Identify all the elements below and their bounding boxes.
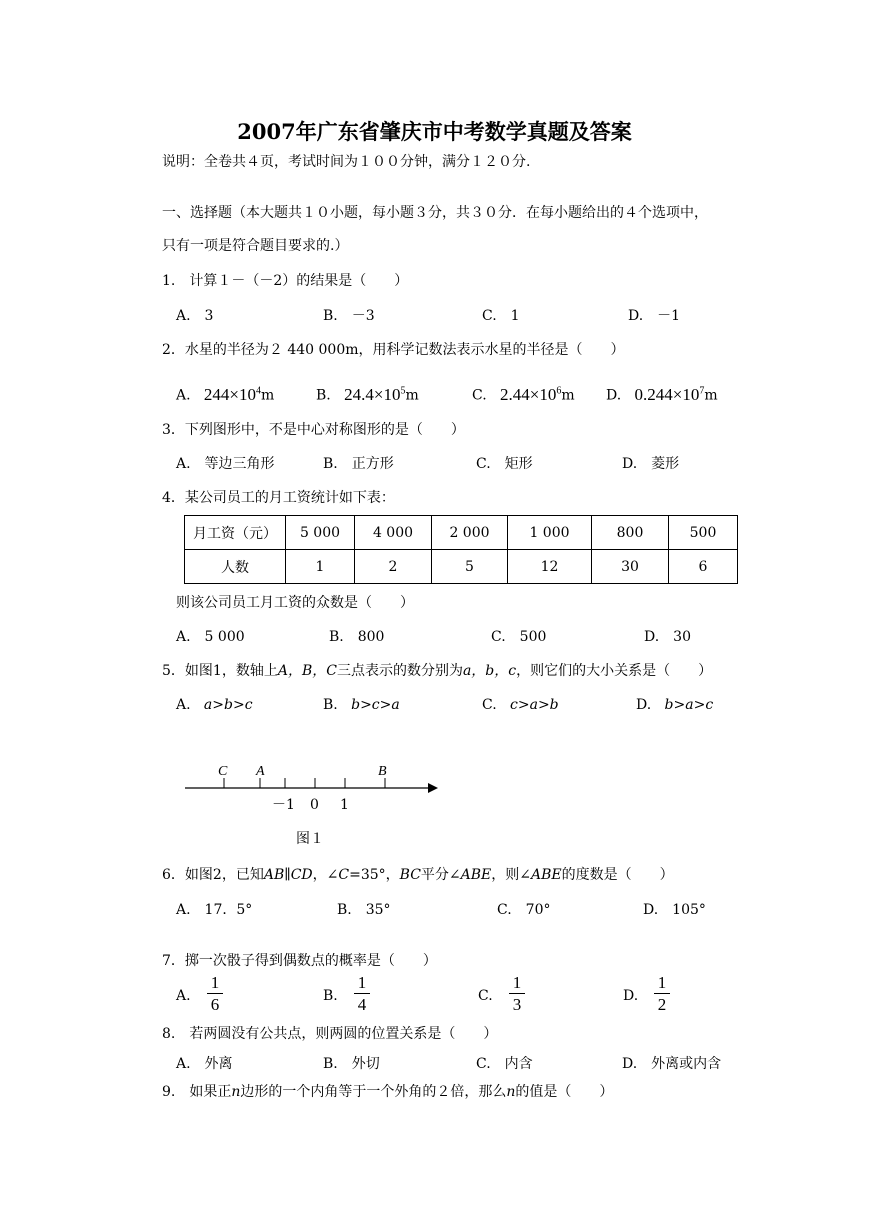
section-heading-line1: 一、选择题（本大题共１０小题，每小题３分，共３０分．在每小题给出的４个选项中， <box>162 205 708 221</box>
figure1-caption: 图１ <box>296 831 324 847</box>
tick-label-1: 1 <box>340 797 349 813</box>
q5-stem: 5．如图1，数轴上A，B，C三点表示的数分别为a，b，c，则它们的大小关系是（ ） <box>162 663 713 679</box>
axis-arrow-icon <box>428 783 438 793</box>
table-cell: 12 <box>508 550 592 584</box>
q7-option-c-fraction: 1 3 <box>509 973 525 1014</box>
q3-option-a: A. 等边三角形 <box>176 456 275 472</box>
q8-option-c: C. 内含 <box>476 1056 533 1072</box>
q4-option-c: C. 500 <box>491 629 547 645</box>
q4-stem: 4．某公司员工的月工资统计如下表： <box>162 490 395 506</box>
q5-option-b: B. b>c>a <box>323 697 400 713</box>
table-cell: 5 000 <box>286 516 355 550</box>
table-cell: 1 000 <box>508 516 592 550</box>
table-cell: 5 <box>432 550 508 584</box>
table-cell: 4 000 <box>355 516 432 550</box>
tick-label-0: 0 <box>310 797 319 813</box>
q2-option-c: C. $2.44\times 10^6m$ <box>472 384 575 404</box>
q2-option-b: B. $24.4\times 10^5m$ <box>316 384 419 404</box>
q7-option-b-fraction: 1 4 <box>354 973 370 1014</box>
q7-option-a-label: A. <box>176 988 191 1004</box>
q6-stem: 6．如图2，已知AB∥CD，∠C=35°，BC平分∠ABE，则∠ABE的度数是（ ） <box>162 867 674 883</box>
q5-option-c: C. c>a>b <box>482 697 559 713</box>
q7-option-a-fraction: 1 6 <box>207 973 223 1014</box>
q4-followup: 则该公司员工月工资的众数是（ ） <box>176 595 414 611</box>
q3-option-b: B. 正方形 <box>323 456 394 472</box>
q8-stem: 8. 若两圆没有公共点，则两圆的位置关系是（ ） <box>162 1026 498 1042</box>
table-row <box>185 550 738 584</box>
q1-option-c: C. 1 <box>482 308 520 324</box>
table-cell: 月工资（元） <box>185 516 286 550</box>
q7-stem: 7．掷一次骰子得到偶数点的概率是（ ） <box>162 953 437 969</box>
table-cell: 人数 <box>185 550 286 584</box>
q1-option-a: A. 3 <box>176 308 214 324</box>
table-cell: 6 <box>669 550 738 584</box>
q4-option-d: D. 30 <box>644 629 691 645</box>
number-line-figure <box>180 758 450 820</box>
table-cell: 2 000 <box>432 516 508 550</box>
q2-option-d: D. $0.244\times 10^7m$ <box>606 384 718 404</box>
page-title: 2007年广东省肇庆市中考数学真题及答案 <box>237 119 632 144</box>
instructions: 说明：全卷共４页，考试时间为１００分钟，满分１２０分. <box>162 154 531 170</box>
section-heading-line2: 只有一项是符合题目要求的.） <box>162 238 349 254</box>
q2-option-a: A. $244\times 10^4m$ <box>176 384 275 404</box>
q1-option-d: D. －1 <box>628 308 681 324</box>
q9-stem: 9. 如果正n边形的一个内角等于一个外角的２倍，那么n的值是（ ） <box>162 1084 614 1100</box>
q3-option-c: C. 矩形 <box>476 456 533 472</box>
table-cell: 1 <box>286 550 355 584</box>
q6-option-b: B. 35° <box>337 902 391 918</box>
q8-option-d: D. 外离或内含 <box>622 1056 722 1072</box>
q4-option-b: B. 800 <box>329 629 385 645</box>
q7-option-b-label: B. <box>323 988 338 1004</box>
q5-option-a: A. a>b>c <box>176 697 253 713</box>
table-row <box>185 516 738 550</box>
q8-option-b: B. 外切 <box>323 1056 380 1072</box>
q3-option-d: D. 菱形 <box>622 456 680 472</box>
q5-option-d: D. b>a>c <box>636 697 714 713</box>
table-cell: 2 <box>355 550 432 584</box>
wage-table <box>184 515 738 584</box>
q7-option-d-fraction: 1 2 <box>654 973 670 1014</box>
point-label-b: B <box>378 764 387 779</box>
point-label-c: C <box>218 764 228 779</box>
q7-option-c-label: C. <box>478 988 493 1004</box>
q6-option-a: A. 17．5° <box>176 902 253 918</box>
table-cell: 30 <box>592 550 669 584</box>
q3-stem: 3．下列图形中，不是中心对称图形的是（ ） <box>162 422 465 438</box>
table-cell: 800 <box>592 516 669 550</box>
q4-option-a: A. 5 000 <box>176 629 245 645</box>
q6-option-c: C. 70° <box>497 902 551 918</box>
q1-stem: 1. 计算１－（－2）的结果是（ ） <box>162 273 409 289</box>
point-label-a: A <box>256 764 265 779</box>
q8-option-a: A. 外离 <box>176 1056 233 1072</box>
q1-option-b: B. －3 <box>323 308 375 324</box>
q7-option-d-label: D. <box>623 988 639 1004</box>
q6-option-d: D. 105° <box>643 902 706 918</box>
table-cell: 500 <box>669 516 738 550</box>
tick-label-minus1: －1 <box>272 797 295 813</box>
q2-stem: 2．水星的半径为２ 440 000m，用科学记数法表示水星的半径是（ ） <box>162 342 625 358</box>
